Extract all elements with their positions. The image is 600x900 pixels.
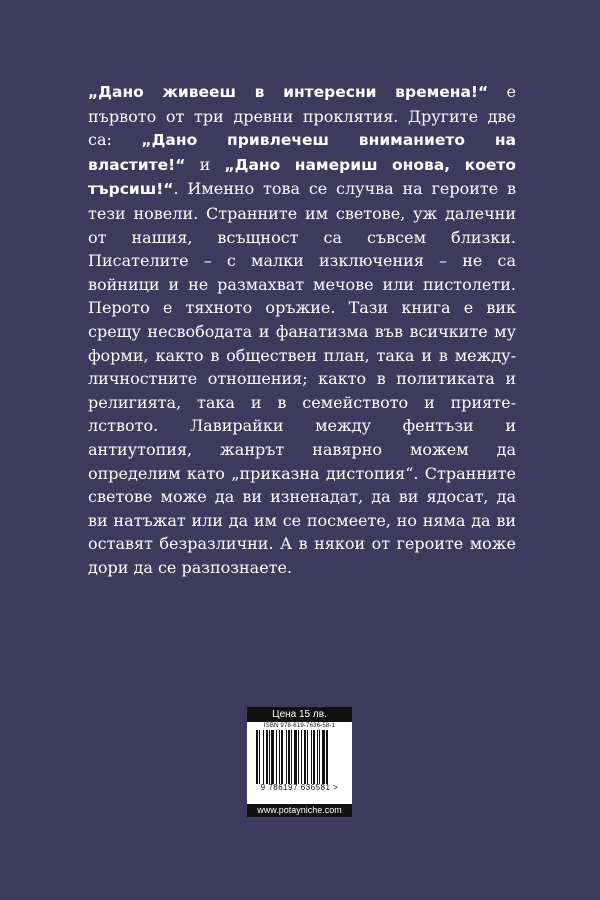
blurb-text-1: е първото от три древни проклятия. Другите две са: <box>88 82 516 150</box>
publisher-website: www.potayniche.com <box>247 804 352 817</box>
isbn-label: ISBN 978-619-7636-58-1 <box>263 723 336 729</box>
curse-quote-2: „Дано привлечеш вниманието на властите!“ <box>88 131 517 174</box>
barcode-image <box>254 730 346 784</box>
blurb-text-3: . Именно това се случва на героите в тези новели. Странните им светове, уж далечни от нашия, всъщност са съвсем близки. Писателите – с малки изключения – не са войници и не размахват мечове или пистолети. Перото е тяхното оръжие. Тази книга е вик срещу несвободата и фанатизма във всичките му форми, както в обществен план, така и в междуличностните отношения; както в политиката и религията, така и в семейството и приятелството. Лавирайки между фентъзи и антиутопия, жанрът навярно можем да определим като „приказна дистопия“. Странните светове може да ви изненадат, да ви ядосат, да ви натъжат или да им се посмеете, но няма да ви оставят безразлични. А в някои от героите може дори да се разпознаете. <box>88 179 516 577</box>
curse-quote-1: „Дано живееш в интересни времена!“ <box>88 83 489 101</box>
curse-quote-3: „Дано намериш онова, което търсиш!“ <box>88 155 516 199</box>
blurb-text-2: и <box>185 154 225 174</box>
barcode-box <box>247 707 352 817</box>
barcode-digits: 9 786197 636581 > <box>260 783 339 792</box>
back-cover-blurb <box>88 80 516 579</box>
price-label: Цена 15 лв. <box>247 707 352 722</box>
